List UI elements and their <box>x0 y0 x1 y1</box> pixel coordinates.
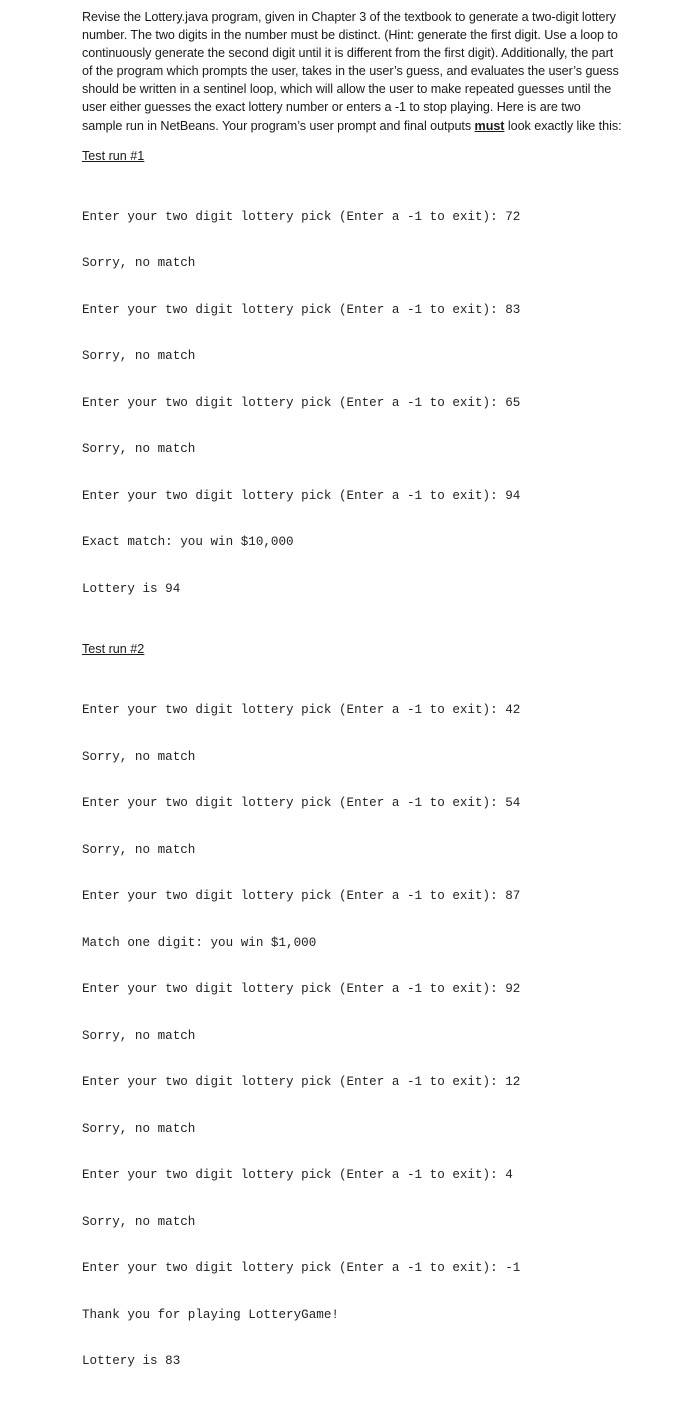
document-page <box>82 8 622 1401</box>
console-line: Lottery is 94 <box>82 581 181 596</box>
instructions-text: Revise the Lottery.java program, given in Chapter 3 of the textbook to generate a two-digit lottery number. The two digits in the number must be distinct. (Hint: generate the first digit. Use a loop to continuously generate the second digit until it is different from the first digit). Additionally, the part of the program which prompts the user, takes in the user’s guess, and evaluates the user’s guess should be written in a sentinel loop, which will allow the user to make repeated guesses until the user either guesses the exact lottery number or enters a -1 to stop playing. Here is are two sample run in NetBeans. Your program’s user prompt and final outputs <box>82 10 619 133</box>
console-line: Exact match: you win $10,000 <box>82 535 294 550</box>
console-line: Enter your two digit lottery pick (Enter a -1 to exit): 54 <box>82 796 521 811</box>
console-line: Match one digit: you win $1,000 <box>82 935 317 950</box>
assignment-instructions <box>82 8 622 135</box>
console-line: Sorry, no match <box>82 1121 196 1136</box>
instructions-emphasis: must <box>474 118 505 133</box>
console-line: Sorry, no match <box>82 749 196 764</box>
test-run-2-heading: Test run #2 <box>82 642 145 657</box>
console-line: Thank you for playing LotteryGame! <box>82 1307 339 1322</box>
console-line: Enter your two digit lottery pick (Enter a -1 to exit): 87 <box>82 889 521 904</box>
console-line: Sorry, no match <box>82 349 196 364</box>
console-line: Enter your two digit lottery pick (Enter a -1 to exit): 94 <box>82 488 521 503</box>
console-line: Sorry, no match <box>82 256 196 271</box>
console-line: Sorry, no match <box>82 842 196 857</box>
instructions-text-end: look exactly like this: <box>504 118 622 133</box>
console-line: Enter your two digit lottery pick (Enter a -1 to exit): 83 <box>82 302 521 317</box>
console-line: Enter your two digit lottery pick (Enter a -1 to exit): 72 <box>82 209 521 224</box>
console-line: Enter your two digit lottery pick (Enter a -1 to exit): 92 <box>82 982 521 997</box>
console-line: Enter your two digit lottery pick (Enter a -1 to exit): -1 <box>82 1261 521 1276</box>
console-line: Enter your two digit lottery pick (Enter a -1 to exit): 42 <box>82 703 521 718</box>
test-run-1-output <box>82 179 622 629</box>
console-line: Enter your two digit lottery pick (Enter a -1 to exit): 4 <box>82 1168 513 1183</box>
console-line: Sorry, no match <box>82 1214 196 1229</box>
test-run-2-output <box>82 672 622 1401</box>
console-line: Enter your two digit lottery pick (Enter a -1 to exit): 12 <box>82 1075 521 1090</box>
console-line: Sorry, no match <box>82 442 196 457</box>
console-line: Sorry, no match <box>82 1028 196 1043</box>
console-line: Lottery is 83 <box>82 1354 181 1369</box>
test-run-1-heading: Test run #1 <box>82 148 145 163</box>
console-line: Enter your two digit lottery pick (Enter a -1 to exit): 65 <box>82 395 521 410</box>
